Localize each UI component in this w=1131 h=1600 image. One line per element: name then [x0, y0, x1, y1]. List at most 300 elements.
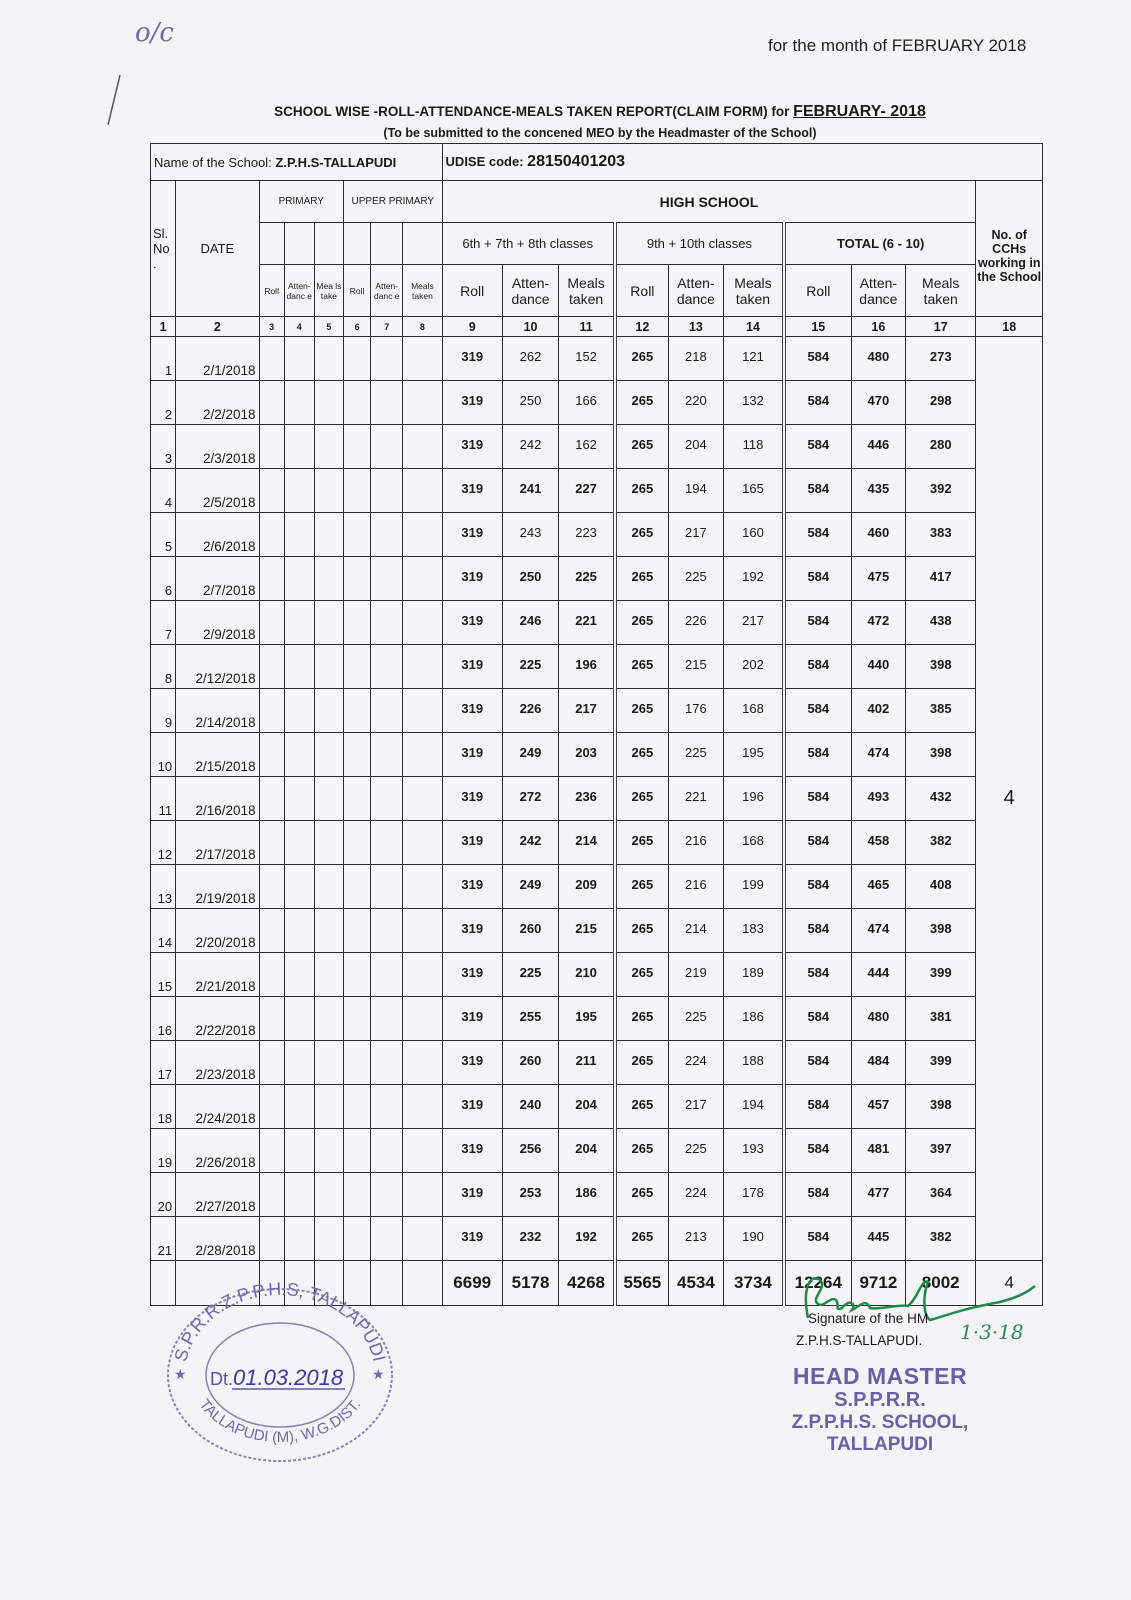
value-cell: 444 — [851, 953, 905, 997]
table-row — [151, 865, 1043, 909]
empty-cell — [371, 425, 403, 469]
value-cell: 260 — [502, 909, 558, 953]
column-number: 17 — [906, 317, 976, 337]
total-cchs-cell: 4 — [976, 1261, 1043, 1306]
value-cell: 250 — [502, 557, 558, 601]
value-cell: 214 — [559, 821, 615, 865]
value-cell: 584 — [784, 1129, 851, 1173]
value-cell: 217 — [668, 1085, 723, 1129]
empty-cell — [284, 821, 314, 865]
table-row — [151, 513, 1043, 557]
value-cell: 225 — [559, 557, 615, 601]
sl-no-cell: 20 — [151, 1173, 176, 1217]
value-cell: 584 — [784, 865, 851, 909]
empty-cell — [314, 601, 343, 645]
date-cell: 2/9/2018 — [176, 601, 259, 645]
column-number: 6 — [344, 317, 371, 337]
value-cell: 402 — [851, 689, 905, 733]
empty-cell — [371, 997, 403, 1041]
value-cell: 225 — [502, 645, 558, 689]
value-cell: 225 — [502, 953, 558, 997]
table-row — [151, 381, 1043, 425]
stamp-date: 01.03.2018 — [233, 1365, 344, 1390]
value-cell: 160 — [724, 513, 784, 557]
table-row — [151, 1129, 1043, 1173]
column-number: 16 — [851, 317, 905, 337]
value-cell: 319 — [442, 865, 502, 909]
empty-cell — [344, 997, 371, 1041]
value-cell: 192 — [724, 557, 784, 601]
empty-cell — [259, 557, 284, 601]
value-cell: 265 — [615, 557, 668, 601]
empty-cell — [314, 1217, 343, 1261]
value-cell: 584 — [784, 953, 851, 997]
empty-cell — [284, 689, 314, 733]
value-cell: 227 — [559, 469, 615, 513]
value-cell: 162 — [559, 425, 615, 469]
value-cell: 584 — [784, 777, 851, 821]
primary-col-header: Mea ls take — [314, 265, 343, 317]
date-cell: 2/15/2018 — [176, 733, 259, 777]
value-cell: 475 — [851, 557, 905, 601]
report-subtitle: (To be submitted to the concened MEO by the Headmaster of the School) — [383, 126, 817, 140]
value-cell: 408 — [906, 865, 976, 909]
value-cell: 446 — [851, 425, 905, 469]
empty-cell — [284, 777, 314, 821]
value-cell: 226 — [668, 601, 723, 645]
value-cell: 225 — [668, 733, 723, 777]
empty-cell — [284, 513, 314, 557]
value-cell: 319 — [442, 513, 502, 557]
empty-cell — [403, 689, 442, 733]
empty-cell — [371, 865, 403, 909]
value-cell: 265 — [615, 1217, 668, 1261]
blank — [314, 223, 343, 265]
high-school-col-header: Meals taken — [906, 265, 976, 317]
cchs-cell: 4 — [976, 337, 1043, 1261]
value-cell: 224 — [668, 1041, 723, 1085]
sl-no-header: Sl. No . — [151, 181, 176, 317]
value-cell: 265 — [615, 777, 668, 821]
empty-cell — [403, 381, 442, 425]
column-number: 14 — [724, 317, 784, 337]
empty-cell — [344, 601, 371, 645]
empty-cell — [259, 513, 284, 557]
empty-cell — [344, 1085, 371, 1129]
empty-cell — [259, 469, 284, 513]
value-cell: 474 — [851, 733, 905, 777]
value-cell: 584 — [784, 425, 851, 469]
date-cell: 2/19/2018 — [176, 865, 259, 909]
empty-cell — [344, 425, 371, 469]
value-cell: 319 — [442, 997, 502, 1041]
empty-cell — [371, 953, 403, 997]
value-cell: 319 — [442, 909, 502, 953]
handwritten-oc-mark: o/c — [135, 18, 174, 48]
value-cell: 399 — [906, 953, 976, 997]
value-cell: 481 — [851, 1129, 905, 1173]
report-title — [150, 103, 1050, 121]
date-cell: 2/26/2018 — [176, 1129, 259, 1173]
empty-cell — [284, 733, 314, 777]
empty-cell — [284, 337, 314, 381]
value-cell: 121 — [724, 337, 784, 381]
empty-cell — [259, 645, 284, 689]
empty-cell — [403, 425, 442, 469]
empty-cell — [284, 1173, 314, 1217]
empty-cell — [314, 645, 343, 689]
signature-school: Z.P.H.S-TALLAPUDI. — [796, 1333, 923, 1348]
value-cell: 584 — [784, 1173, 851, 1217]
group-6-8-header: 6th + 7th + 8th classes — [442, 223, 615, 265]
udise-label: UDISE code: — [445, 154, 528, 169]
sl-no-cell: 19 — [151, 1129, 176, 1173]
value-cell: 225 — [668, 1129, 723, 1173]
column-number: 5 — [314, 317, 343, 337]
empty-cell — [344, 777, 371, 821]
date-cell: 2/12/2018 — [176, 645, 259, 689]
empty-cell — [371, 337, 403, 381]
empty-cell — [314, 997, 343, 1041]
sl-no-cell: 10 — [151, 733, 176, 777]
column-number: 8 — [403, 317, 442, 337]
table-row — [151, 469, 1043, 513]
hm-seal-line3: Z.P.P.H.S. SCHOOL, TALLAPUDI — [791, 1412, 969, 1455]
date-cell: 2/2/2018 — [176, 381, 259, 425]
title-period: FEBRUARY- 2018 — [793, 103, 926, 120]
value-cell: 168 — [724, 689, 784, 733]
sl-no-cell: 18 — [151, 1085, 176, 1129]
empty-cell — [259, 865, 284, 909]
month-note: for the month of FEBRUARY 2018 — [768, 36, 1027, 55]
value-cell: 273 — [906, 337, 976, 381]
value-cell: 219 — [668, 953, 723, 997]
value-cell: 241 — [502, 469, 558, 513]
empty-cell — [344, 1173, 371, 1217]
value-cell: 319 — [442, 337, 502, 381]
udise-cell — [442, 144, 1042, 181]
empty-cell — [344, 953, 371, 997]
value-cell: 221 — [668, 777, 723, 821]
date-cell: 2/28/2018 — [176, 1217, 259, 1261]
value-cell: 460 — [851, 513, 905, 557]
high-school-col-header: Roll — [615, 265, 668, 317]
empty-cell — [403, 997, 442, 1041]
value-cell: 458 — [851, 821, 905, 865]
value-cell: 195 — [724, 733, 784, 777]
empty-cell — [344, 1041, 371, 1085]
sl-no-cell: 14 — [151, 909, 176, 953]
date-cell: 2/21/2018 — [176, 953, 259, 997]
empty-cell — [314, 1173, 343, 1217]
value-cell: 398 — [906, 733, 976, 777]
empty-cell — [314, 777, 343, 821]
value-cell: 445 — [851, 1217, 905, 1261]
sl-no-cell: 7 — [151, 601, 176, 645]
empty-cell — [314, 1085, 343, 1129]
high-school-col-header: Atten-dance — [668, 265, 723, 317]
sl-no-cell: 1 — [151, 337, 176, 381]
table-row — [151, 997, 1043, 1041]
value-cell: 217 — [668, 513, 723, 557]
value-cell: 319 — [442, 1173, 502, 1217]
date-cell: 2/5/2018 — [176, 469, 259, 513]
column-number: 10 — [502, 317, 558, 337]
value-cell: 382 — [906, 821, 976, 865]
empty-cell — [403, 1217, 442, 1261]
empty-cell — [371, 601, 403, 645]
sl-no-cell: 9 — [151, 689, 176, 733]
empty-cell — [344, 381, 371, 425]
sl-no-cell: 13 — [151, 865, 176, 909]
value-cell: 186 — [559, 1173, 615, 1217]
value-cell: 319 — [442, 381, 502, 425]
value-cell: 435 — [851, 469, 905, 513]
empty-cell — [403, 909, 442, 953]
empty-cell — [259, 1173, 284, 1217]
svg-text:TALLAPUDI (M), W.G.DIST. — [196, 1396, 365, 1446]
high-school-col-header: Atten-dance — [502, 265, 558, 317]
value-cell: 166 — [559, 381, 615, 425]
sl-no-cell: 5 — [151, 513, 176, 557]
sl-no-cell: 17 — [151, 1041, 176, 1085]
value-cell: 196 — [724, 777, 784, 821]
empty-cell — [403, 469, 442, 513]
value-cell: 319 — [442, 777, 502, 821]
value-cell: 265 — [615, 821, 668, 865]
empty-cell — [344, 689, 371, 733]
value-cell: 298 — [906, 381, 976, 425]
value-cell: 118 — [724, 425, 784, 469]
date-cell: 2/6/2018 — [176, 513, 259, 557]
table-row — [151, 425, 1043, 469]
value-cell: 470 — [851, 381, 905, 425]
high-school-col-header: Meals taken — [724, 265, 784, 317]
value-cell: 474 — [851, 909, 905, 953]
empty-cell — [284, 557, 314, 601]
primary-col-header: Roll — [259, 265, 284, 317]
value-cell: 493 — [851, 777, 905, 821]
table-row — [151, 953, 1043, 997]
empty-cell — [259, 821, 284, 865]
empty-cell — [371, 689, 403, 733]
column-number: 13 — [668, 317, 723, 337]
sl-no-cell: 4 — [151, 469, 176, 513]
empty-cell — [314, 953, 343, 997]
hm-seal-line2: S.P.P.R.R. — [834, 1389, 926, 1411]
value-cell: 190 — [724, 1217, 784, 1261]
table-row — [151, 1173, 1043, 1217]
empty-cell — [314, 821, 343, 865]
empty-cell — [284, 997, 314, 1041]
value-cell: 265 — [615, 997, 668, 1041]
empty-cell — [371, 1041, 403, 1085]
value-cell: 204 — [559, 1085, 615, 1129]
value-cell: 216 — [668, 821, 723, 865]
empty-cell — [371, 513, 403, 557]
empty-cell — [371, 821, 403, 865]
value-cell: 193 — [724, 1129, 784, 1173]
svg-text:S.P.R.R.Z.P.P.H.S, TALLAPUDI — [171, 1279, 390, 1364]
empty-cell — [344, 865, 371, 909]
value-cell: 186 — [724, 997, 784, 1041]
total-cell: 4534 — [668, 1261, 723, 1306]
value-cell: 398 — [906, 909, 976, 953]
empty-cell — [284, 425, 314, 469]
value-cell: 265 — [615, 381, 668, 425]
value-cell: 204 — [559, 1129, 615, 1173]
date-header: DATE — [176, 181, 259, 317]
empty-cell — [371, 733, 403, 777]
empty-cell — [403, 821, 442, 865]
table-row — [151, 733, 1043, 777]
empty-cell — [284, 1041, 314, 1085]
column-number: 15 — [784, 317, 851, 337]
empty-cell — [403, 865, 442, 909]
table-row — [151, 337, 1043, 381]
sl-no-cell: 2 — [151, 381, 176, 425]
empty-cell — [344, 645, 371, 689]
value-cell: 417 — [906, 557, 976, 601]
value-cell: 484 — [851, 1041, 905, 1085]
value-cell: 265 — [615, 601, 668, 645]
value-cell: 218 — [668, 337, 723, 381]
column-number: 4 — [284, 317, 314, 337]
empty-cell — [259, 1129, 284, 1173]
value-cell: 253 — [502, 1173, 558, 1217]
empty-cell — [403, 733, 442, 777]
high-school-col-header: Atten-dance — [851, 265, 905, 317]
empty-cell — [403, 645, 442, 689]
table-row — [151, 1041, 1043, 1085]
total-cell: 12264 — [784, 1261, 851, 1306]
total-cell: 5178 — [502, 1261, 558, 1306]
empty-cell — [314, 425, 343, 469]
empty-cell — [284, 1129, 314, 1173]
sl-no-cell: 8 — [151, 645, 176, 689]
column-number: 1 — [151, 317, 176, 337]
value-cell: 280 — [906, 425, 976, 469]
value-cell: 584 — [784, 997, 851, 1041]
value-cell: 319 — [442, 821, 502, 865]
upper-primary-header: UPPER PRIMARY — [344, 181, 443, 223]
value-cell: 168 — [724, 821, 784, 865]
high-school-header: HIGH SCHOOL — [442, 181, 976, 223]
sl-no-cell: 3 — [151, 425, 176, 469]
sl-no-cell: 11 — [151, 777, 176, 821]
empty-cell — [344, 909, 371, 953]
total-cell: 4268 — [559, 1261, 615, 1306]
value-cell: 194 — [668, 469, 723, 513]
value-cell: 319 — [442, 469, 502, 513]
value-cell: 584 — [784, 689, 851, 733]
value-cell: 265 — [615, 1041, 668, 1085]
date-cell: 2/22/2018 — [176, 997, 259, 1041]
value-cell: 249 — [502, 733, 558, 777]
value-cell: 265 — [615, 909, 668, 953]
group-total-header: TOTAL (6 - 10) — [784, 223, 976, 265]
value-cell: 480 — [851, 997, 905, 1041]
value-cell: 262 — [502, 337, 558, 381]
value-cell: 223 — [559, 513, 615, 557]
value-cell: 397 — [906, 1129, 976, 1173]
value-cell: 265 — [615, 1173, 668, 1217]
empty-cell — [403, 1085, 442, 1129]
value-cell: 216 — [668, 865, 723, 909]
empty-cell — [344, 557, 371, 601]
date-cell: 2/1/2018 — [176, 337, 259, 381]
svg-text:★: ★ — [372, 1366, 385, 1382]
empty-cell — [314, 865, 343, 909]
school-name-label: Name of the School: — [154, 154, 276, 170]
value-cell: 584 — [784, 909, 851, 953]
high-school-col-header: Roll — [784, 265, 851, 317]
value-cell: 209 — [559, 865, 615, 909]
value-cell: 243 — [502, 513, 558, 557]
value-cell: 584 — [784, 513, 851, 557]
value-cell: 215 — [559, 909, 615, 953]
value-cell: 195 — [559, 997, 615, 1041]
value-cell: 319 — [442, 1085, 502, 1129]
svg-text:★: ★ — [174, 1366, 187, 1382]
empty-cell — [284, 953, 314, 997]
value-cell: 225 — [668, 557, 723, 601]
value-cell: 584 — [784, 337, 851, 381]
value-cell: 265 — [615, 865, 668, 909]
table-row — [151, 557, 1043, 601]
empty-cell — [371, 1129, 403, 1173]
column-number: 3 — [259, 317, 284, 337]
empty-cell — [371, 1173, 403, 1217]
empty-cell — [371, 1085, 403, 1129]
high-school-col-header: Meals taken — [559, 265, 615, 317]
value-cell: 584 — [784, 381, 851, 425]
value-cell: 249 — [502, 865, 558, 909]
value-cell: 392 — [906, 469, 976, 513]
empty-cell — [284, 601, 314, 645]
signature-date: 1·3·18 — [960, 1320, 1024, 1344]
blank — [259, 223, 284, 265]
column-number: 2 — [176, 317, 259, 337]
empty-cell — [259, 733, 284, 777]
value-cell: 584 — [784, 733, 851, 777]
value-cell: 432 — [906, 777, 976, 821]
value-cell: 152 — [559, 337, 615, 381]
value-cell: 584 — [784, 469, 851, 513]
value-cell: 226 — [502, 689, 558, 733]
empty-cell — [314, 733, 343, 777]
value-cell: 319 — [442, 1217, 502, 1261]
value-cell: 189 — [724, 953, 784, 997]
primary-col-header: Atten-danc e — [371, 265, 403, 317]
value-cell: 265 — [615, 689, 668, 733]
group-9-10-header: 9th + 10th classes — [615, 223, 784, 265]
empty-cell — [403, 777, 442, 821]
table-row — [151, 1085, 1043, 1129]
empty-cell — [259, 1085, 284, 1129]
column-number: 11 — [559, 317, 615, 337]
table-row — [151, 601, 1043, 645]
value-cell: 383 — [906, 513, 976, 557]
blank — [284, 223, 314, 265]
table-row — [151, 645, 1043, 689]
value-cell: 203 — [559, 733, 615, 777]
empty-cell — [284, 469, 314, 513]
value-cell: 398 — [906, 645, 976, 689]
table-row — [151, 909, 1043, 953]
claim-table — [150, 143, 1043, 1306]
value-cell: 584 — [784, 601, 851, 645]
